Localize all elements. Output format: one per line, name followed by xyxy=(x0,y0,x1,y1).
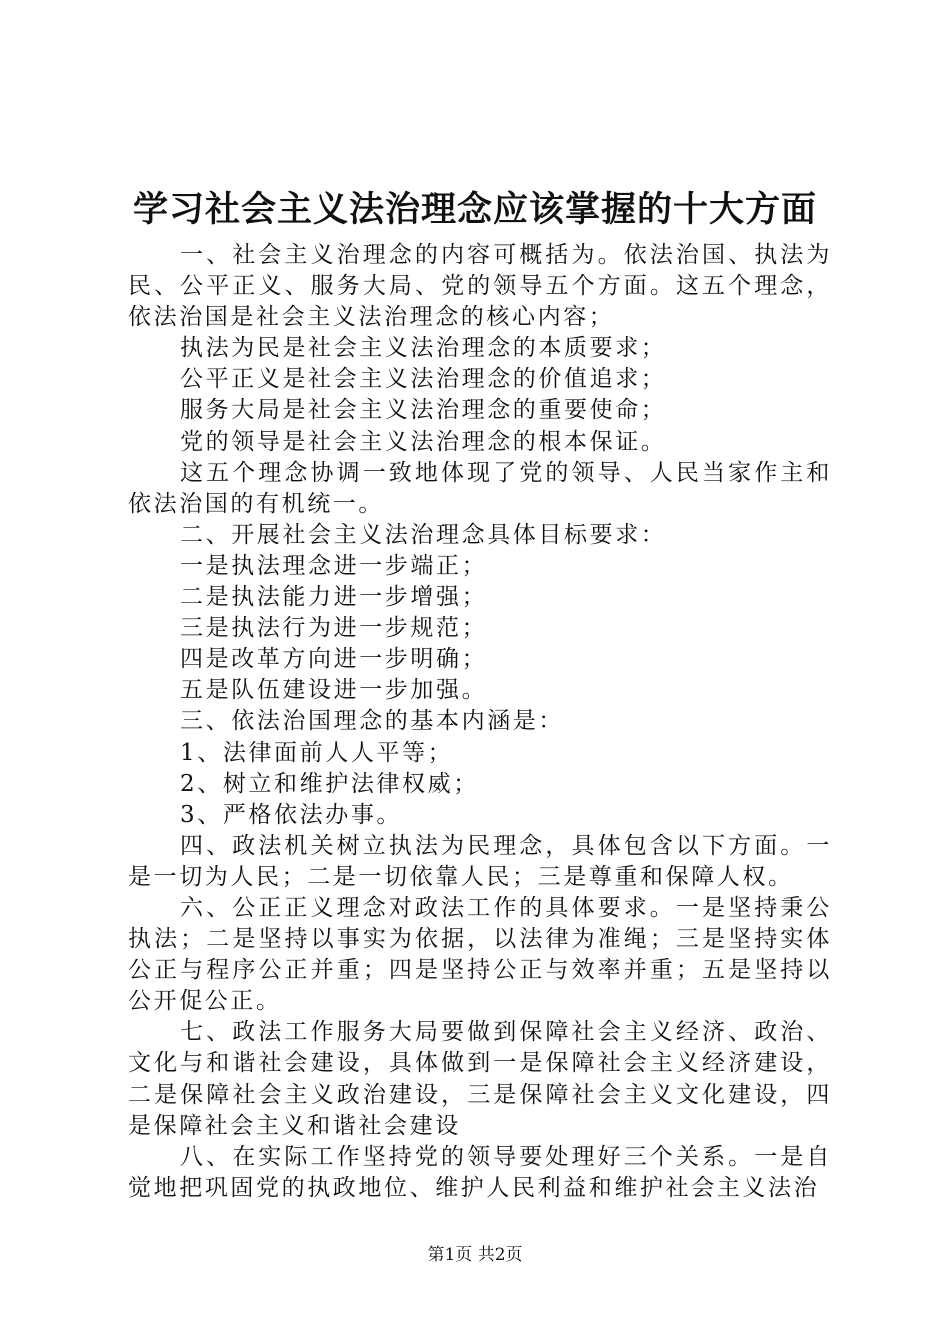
paragraph: 三、依法治国理念的基本内涵是： xyxy=(180,708,564,735)
paragraph: 1、法律面前人人平等； xyxy=(180,739,454,766)
paragraph: 一、社会主义治理念的内容可概括为。依法治国、执法为民、公平正义、服务大局、党的领导五个方面。这五个理念，依法治国是社会主义法治理念的核心内容； xyxy=(128,242,832,331)
paragraph: 公平正义是社会主义法治理念的价值追求； xyxy=(180,366,667,393)
document-body xyxy=(128,240,832,1204)
paragraph: 二、开展社会主义法治理念具体目标要求： xyxy=(180,521,667,548)
document-title: 学习社会主义法治理念应该掌握的十大方面 xyxy=(132,189,817,230)
paragraph: 党的领导是社会主义法治理念的根本保证。 xyxy=(180,428,667,455)
paragraph: 服务大局是社会主义法治理念的重要使命； xyxy=(180,397,667,424)
paragraph: 三是执法行为进一步规范； xyxy=(180,615,488,642)
paragraph: 一是执法理念进一步端正； xyxy=(180,552,488,579)
paragraph: 2、树立和维护法律权威； xyxy=(180,770,479,797)
paragraph: 这五个理念协调一致地体现了党的领导、人民当家作主和依法治国的有机统一。 xyxy=(128,459,832,517)
page-footer: 第1页 共2页 xyxy=(427,1245,523,1265)
paragraph: 七、政法工作服务大局要做到保障社会主义经济、政治、文化与和谐社会建设，具体做到一是保障社会主义经济建设，二是保障社会主义政治建设，三是保障社会主义文化建设，四是保障社会主义和谐社会建设 xyxy=(128,1019,832,1139)
paragraph: 八、在实际工作坚持党的领导要处理好三个关系。一是自觉地把巩固党的执政地位、维护人民利益和维护社会主义法治 xyxy=(128,1143,832,1201)
paragraph: 五是队伍建设进一步加强。 xyxy=(180,677,488,704)
paragraph: 四、政法机关树立执法为民理念，具体包含以下方面。一是一切为人民；二是一切依靠人民；三是尊重和保障人权。 xyxy=(128,832,832,890)
paragraph: 二是执法能力进一步增强； xyxy=(180,584,488,611)
paragraph: 执法为民是社会主义法治理念的本质要求； xyxy=(180,335,667,362)
paragraph: 四是改革方向进一步明确； xyxy=(180,646,488,673)
paragraph: 六、公正正义理念对政法工作的具体要求。一是坚持秉公执法；二是坚持以事实为依据，以法律为准绳；三是坚持实体公正与程序公正并重；四是坚持公正与效率并重；五是坚持以公开促公正。 xyxy=(128,894,832,1015)
paragraph: 3、严格依法办事。 xyxy=(180,801,403,828)
